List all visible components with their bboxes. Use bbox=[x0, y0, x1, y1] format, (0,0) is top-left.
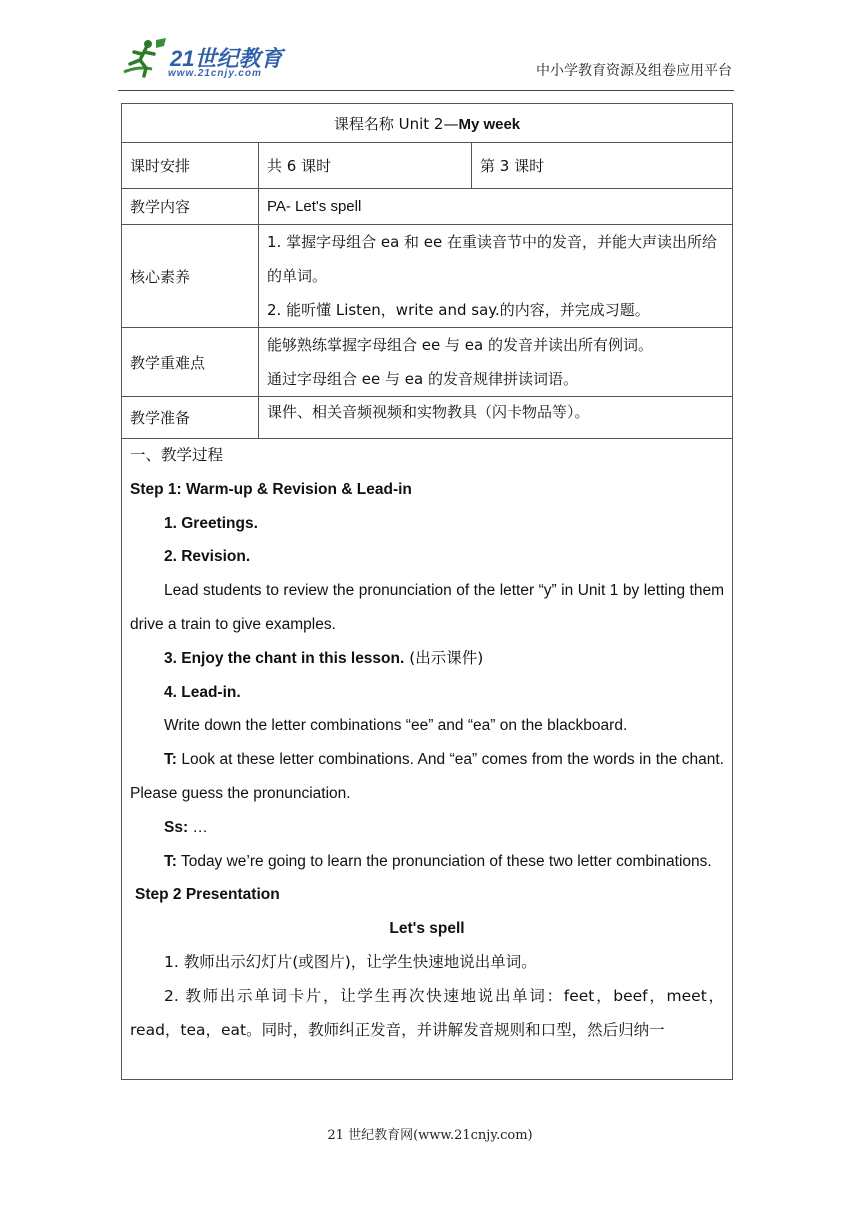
ss-line bbox=[130, 811, 724, 845]
revision: 2. Revision. bbox=[164, 548, 251, 566]
header-divider bbox=[118, 90, 734, 91]
course-name-row bbox=[122, 104, 733, 143]
ss-label: Ss: bbox=[164, 818, 189, 836]
process-cell bbox=[122, 439, 733, 1080]
chant-line bbox=[130, 642, 724, 676]
logo bbox=[118, 36, 288, 84]
content-row bbox=[122, 189, 733, 225]
prep-row bbox=[122, 397, 733, 439]
item-1: 1. 教师出示幻灯片(或图片)，让学生快速地说出单词。 bbox=[164, 952, 537, 971]
t1-text: Look at these letter combinations. And “ea” comes from the words in the chant. Please guess the pronunciation. bbox=[130, 751, 724, 802]
schedule-total: 共 6 课时 bbox=[259, 143, 472, 189]
leadin-text: Write down the letter combinations “ee” and “ea” on the blackboard. bbox=[164, 717, 628, 735]
ss-text: … bbox=[188, 818, 208, 836]
core-row bbox=[122, 225, 733, 328]
lets-spell-heading: Let's spell bbox=[389, 920, 465, 938]
chant: 3. Enjoy the chant in this lesson. bbox=[164, 649, 405, 667]
greetings: 1. Greetings. bbox=[164, 514, 258, 532]
key-item-2: 通过字母组合 ee 与 ea 的发音规律拼读词语。 bbox=[267, 370, 578, 388]
t1-label: T: bbox=[164, 751, 177, 769]
core-item-1: 1. 掌握字母组合 ea 和 ee 在重读音节中的发音，并能大声读出所给的单词。 bbox=[267, 233, 718, 285]
t1-line bbox=[130, 743, 724, 811]
prep-value: 课件、相关音频视频和实物教具（闪卡物品等）。 bbox=[259, 397, 733, 439]
item-2: 2. 教师出示单词卡片，让学生再次快速地说出单词：feet，beef，meet，read，tea，eat。同时，教师纠正发音，并讲解发音规则和口型，然后归纳一 bbox=[130, 986, 724, 1039]
content-label: 教学内容 bbox=[122, 189, 259, 225]
key-value bbox=[259, 328, 733, 397]
core-label: 核心素养 bbox=[122, 225, 259, 328]
process-row bbox=[122, 439, 733, 1080]
t2-text: Today we’re going to learn the pronunciation of these two letter combinations. bbox=[176, 852, 712, 870]
lesson-plan-table bbox=[121, 103, 733, 1080]
schedule-label: 课时安排 bbox=[122, 143, 259, 189]
t2-line bbox=[130, 845, 724, 879]
key-row bbox=[122, 328, 733, 397]
step2-heading: Step 2 Presentation bbox=[135, 886, 280, 904]
core-item-2: 2. 能听懂 Listen，write and say.的内容，并完成习题。 bbox=[267, 301, 650, 319]
page-footer: 21 世纪教育网(www.21cnjy.com) bbox=[327, 1128, 533, 1143]
course-name-bold: My week bbox=[458, 115, 521, 133]
core-value bbox=[259, 225, 733, 328]
prep-label: 教学准备 bbox=[122, 397, 259, 439]
logo-text: 21世纪教育 bbox=[170, 46, 283, 71]
step1-heading: Step 1: Warm-up & Revision & Lead-in bbox=[130, 480, 412, 498]
process-heading: 一、教学过程 bbox=[130, 446, 224, 464]
page-header bbox=[118, 36, 734, 88]
leadin: 4. Lead-in. bbox=[164, 683, 241, 701]
chant-note: (出示课件) bbox=[404, 648, 484, 667]
content-value: PA- Let's spell bbox=[259, 189, 733, 225]
t2-label: T: bbox=[164, 852, 177, 870]
key-item-1: 能够熟练掌握字母组合 ee 与 ea 的发音并读出所有例词。 bbox=[267, 336, 653, 354]
course-name-cell bbox=[122, 104, 733, 143]
revision-text: Lead students to review the pronunciation of the letter “y” in Unit 1 by letting them drive a train to give examples. bbox=[130, 582, 724, 633]
logo-url: www.21cnjy.com bbox=[168, 68, 262, 79]
course-name-label: 课程名称 Unit 2— bbox=[333, 114, 459, 133]
schedule-current: 第 3 课时 bbox=[472, 143, 733, 189]
runner-logo-icon bbox=[118, 36, 170, 82]
schedule-row bbox=[122, 143, 733, 189]
key-label: 教学重难点 bbox=[122, 328, 259, 397]
platform-title: 中小学教育资源及组卷应用平台 bbox=[536, 63, 732, 79]
